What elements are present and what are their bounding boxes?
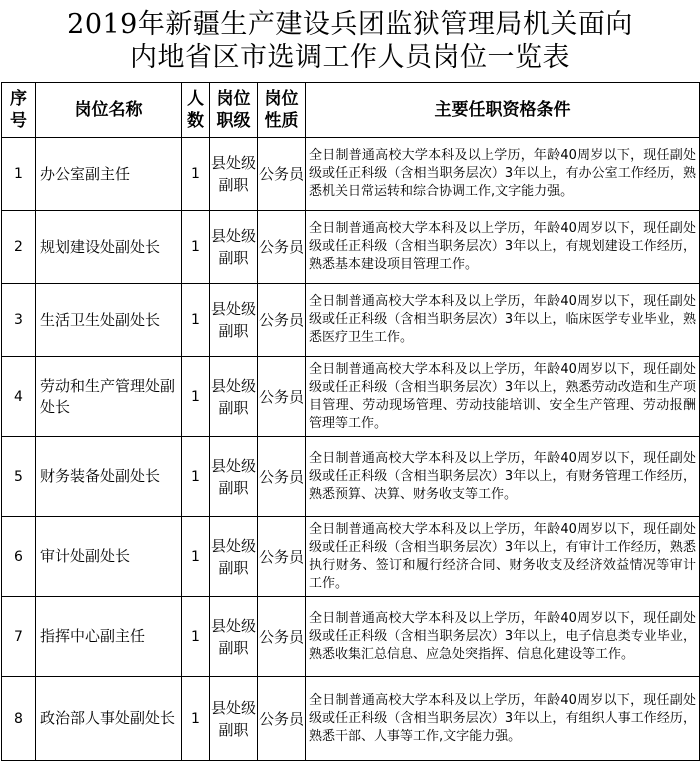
cell-nature: 公务员 bbox=[258, 597, 306, 677]
cell-nature: 公务员 bbox=[258, 357, 306, 437]
cell-position-name: 劳动和生产管理处副处长 bbox=[36, 357, 182, 437]
cell-position-name: 财务装备处副处长 bbox=[36, 437, 182, 517]
cell-no: 1 bbox=[2, 138, 36, 211]
column-header-requirements: 主要任职资格条件 bbox=[306, 83, 700, 138]
cell-position-name: 生活卫生处副处长 bbox=[36, 284, 182, 357]
cell-position-name: 审计处副处长 bbox=[36, 517, 182, 597]
cell-requirements: 全日制普通高校大学本科及以上学历，年龄40周岁以下，现任副处级或任正科级（含相当职务层次）3年以上，有规划建设工作经历，熟悉基本建设项目管理工作。 bbox=[306, 211, 700, 284]
column-header-count: 人数 bbox=[182, 83, 210, 138]
cell-count: 1 bbox=[182, 211, 210, 284]
cell-level: 县处级副职 bbox=[210, 517, 258, 597]
cell-count: 1 bbox=[182, 517, 210, 597]
table-row bbox=[2, 597, 700, 677]
cell-no: 6 bbox=[2, 517, 36, 597]
cell-level: 县处级副职 bbox=[210, 211, 258, 284]
column-header-nature: 岗位性质 bbox=[258, 83, 306, 138]
column-header-level: 岗位职级 bbox=[210, 83, 258, 138]
cell-count: 1 bbox=[182, 138, 210, 211]
cell-nature: 公务员 bbox=[258, 517, 306, 597]
cell-level: 县处级副职 bbox=[210, 138, 258, 211]
cell-level: 县处级副职 bbox=[210, 357, 258, 437]
cell-requirements: 全日制普通高校大学本科及以上学历，年龄40周岁以下，现任副处级或任正科级（含相当职务层次）3年以上，电子信息类专业毕业，熟悉收集汇总信息、应急处突指挥、信息化建设等工作。 bbox=[306, 597, 700, 677]
cell-requirements: 全日制普通高校大学本科及以上学历，年龄40周岁以下，现任副处级或任正科级（含相当职务层次）3年以上，有审计工作经历，熟悉执行财务、签订和履行经济合同、财务收支及经济效益情况等审计工作。 bbox=[306, 517, 700, 597]
column-header-no: 序号 bbox=[2, 83, 36, 138]
cell-requirements: 全日制普通高校大学本科及以上学历，年龄40周岁以下，现任副处级或任正科级（含相当职务层次）3年以上，有办公室工作经历，熟悉机关日常运转和综合协调工作,文字能力强。 bbox=[306, 138, 700, 211]
cell-no: 3 bbox=[2, 284, 36, 357]
cell-count: 1 bbox=[182, 284, 210, 357]
cell-no: 2 bbox=[2, 211, 36, 284]
cell-position-name: 办公室副主任 bbox=[36, 138, 182, 211]
table-row bbox=[2, 357, 700, 437]
cell-nature: 公务员 bbox=[258, 677, 306, 761]
cell-nature: 公务员 bbox=[258, 437, 306, 517]
cell-position-name: 规划建设处副处长 bbox=[36, 211, 182, 284]
cell-no: 8 bbox=[2, 677, 36, 761]
positions-table bbox=[1, 82, 700, 761]
cell-level: 县处级副职 bbox=[210, 597, 258, 677]
cell-count: 1 bbox=[182, 357, 210, 437]
cell-no: 4 bbox=[2, 357, 36, 437]
cell-nature: 公务员 bbox=[258, 138, 306, 211]
title-line-2: 内地省区市选调工作人员岗位一览表 bbox=[130, 42, 570, 73]
cell-requirements: 全日制普通高校大学本科及以上学历，年龄40周岁以下，现任副处级或任正科级（含相当职务层次）3年以上，临床医学专业毕业，熟悉医疗卫生工作。 bbox=[306, 284, 700, 357]
title-line-1: 2019年新疆生产建设兵团监狱管理局机关面向 bbox=[67, 9, 633, 40]
cell-no: 5 bbox=[2, 437, 36, 517]
cell-position-name: 指挥中心副主任 bbox=[36, 597, 182, 677]
table-row bbox=[2, 677, 700, 761]
cell-no: 7 bbox=[2, 597, 36, 677]
cell-requirements: 全日制普通高校大学本科及以上学历，年龄40周岁以下，现任副处级或任正科级（含相当职务层次）3年以上，熟悉劳动改造和生产项目管理、劳动现场管理、劳动技能培训、安全生产管理、劳动报酬管理等工作。 bbox=[306, 357, 700, 437]
cell-level: 县处级副职 bbox=[210, 437, 258, 517]
page-title bbox=[0, 0, 700, 82]
table-header-row bbox=[2, 83, 700, 138]
cell-count: 1 bbox=[182, 677, 210, 761]
cell-level: 县处级副职 bbox=[210, 677, 258, 761]
table-row bbox=[2, 138, 700, 211]
table-row bbox=[2, 211, 700, 284]
table-row bbox=[2, 517, 700, 597]
column-header-name: 岗位名称 bbox=[36, 83, 182, 138]
cell-position-name: 政治部人事处副处长 bbox=[36, 677, 182, 761]
table-row bbox=[2, 284, 700, 357]
cell-requirements: 全日制普通高校大学本科及以上学历，年龄40周岁以下，现任副处级或任正科级（含相当职务层次）3年以上，有组织人事工作经历，熟悉干部、人事等工作,文字能力强。 bbox=[306, 677, 700, 761]
table-row bbox=[2, 437, 700, 517]
cell-nature: 公务员 bbox=[258, 211, 306, 284]
cell-requirements: 全日制普通高校大学本科及以上学历，年龄40周岁以下，现任副处级或任正科级（含相当职务层次）3年以上，有财务管理工作经历，熟悉预算、决算、财务收支等工作。 bbox=[306, 437, 700, 517]
cell-nature: 公务员 bbox=[258, 284, 306, 357]
cell-level: 县处级副职 bbox=[210, 284, 258, 357]
cell-count: 1 bbox=[182, 437, 210, 517]
cell-count: 1 bbox=[182, 597, 210, 677]
